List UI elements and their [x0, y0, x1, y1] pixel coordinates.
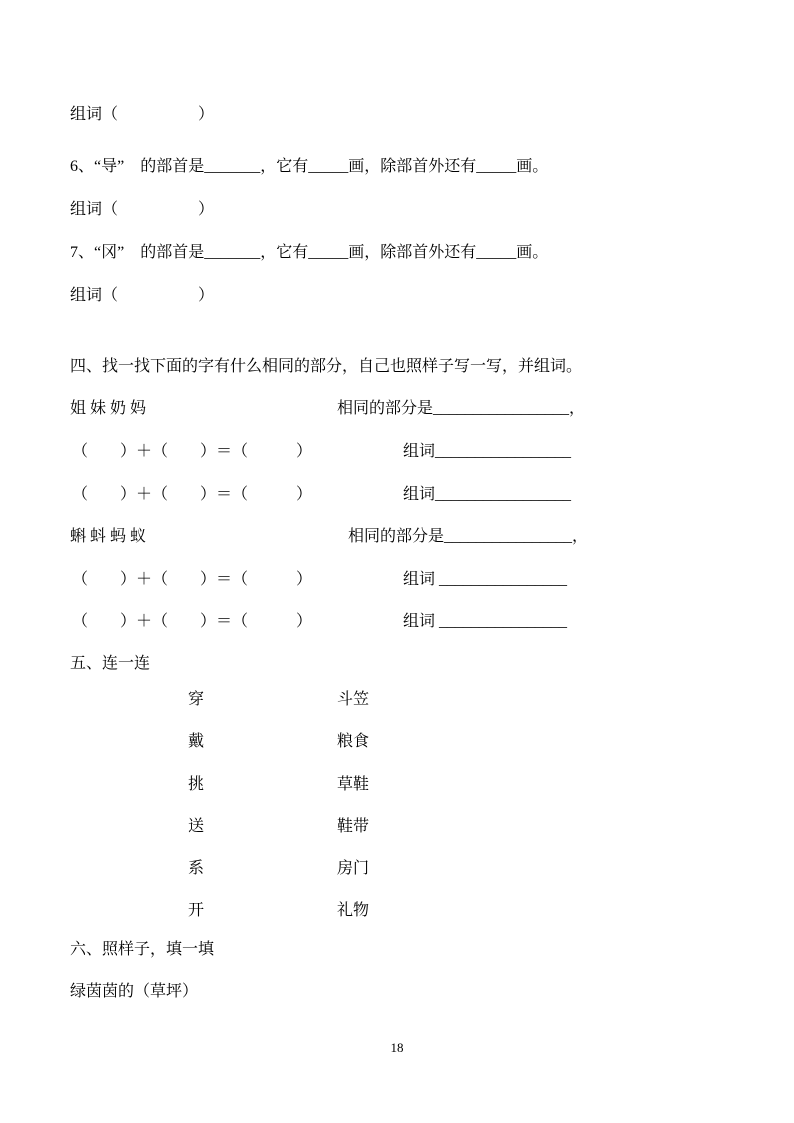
equation-row: （ ）＋（ ）＝（ ）: [72, 486, 313, 503]
match-left-item: 挑: [188, 776, 205, 793]
match-right-item: 房门: [337, 860, 370, 877]
equation-row: （ ）＋（ ）＝（ ）: [72, 571, 313, 588]
zuci-blank: 组词_________________: [403, 486, 572, 503]
zuci-blank-line: 组词（ ）: [70, 201, 215, 218]
question-item-6: 6、“导” 的部首是_______，它有_____画，除部首外还有_____画。: [70, 158, 549, 175]
section4-title: 四、找一找下面的字有什么相同的部分，自己也照样子写一写，并组词。: [70, 358, 583, 375]
zuci-blank: 组词_________________: [403, 443, 572, 460]
match-right-item: 草鞋: [337, 776, 370, 793]
match-left-item: 系: [188, 860, 205, 877]
section5-title: 五、连一连: [70, 655, 151, 672]
equation-row: （ ）＋（ ）＝（ ）: [72, 613, 313, 630]
equation-row: （ ）＋（ ）＝（ ）: [72, 443, 313, 460]
char-group-2: 蝌 蚪 蚂 蚁: [70, 528, 147, 545]
zuci-blank: 组词 ________________: [403, 571, 568, 588]
match-right-item: 斗笠: [337, 691, 370, 708]
question-item-7: 7、“冈” 的部首是_______，它有_____画，除部首外还有_____画。: [70, 244, 549, 261]
match-right-item: 粮食: [337, 733, 370, 750]
page-number: 18: [390, 1040, 404, 1055]
char-group-1: 姐 妹 奶 妈: [70, 400, 147, 417]
zuci-blank: 组词 ________________: [403, 613, 568, 630]
example-line: 绿茵茵的（草坪）: [70, 983, 199, 1000]
match-left-item: 送: [188, 818, 205, 835]
zuci-blank-line: 组词（ ）: [70, 287, 215, 304]
same-part-blank-2: 相同的部分是________________，: [348, 528, 589, 545]
section6-title: 六、照样子，填一填: [70, 941, 215, 958]
match-left-item: 开: [188, 902, 205, 919]
zuci-blank-line: 组词（ ）: [70, 106, 215, 123]
match-left-item: 穿: [188, 691, 205, 708]
match-left-item: 戴: [188, 733, 205, 750]
match-right-item: 礼物: [337, 902, 370, 919]
same-part-blank-1: 相同的部分是_________________，: [337, 400, 586, 417]
match-right-item: 鞋带: [337, 818, 370, 835]
